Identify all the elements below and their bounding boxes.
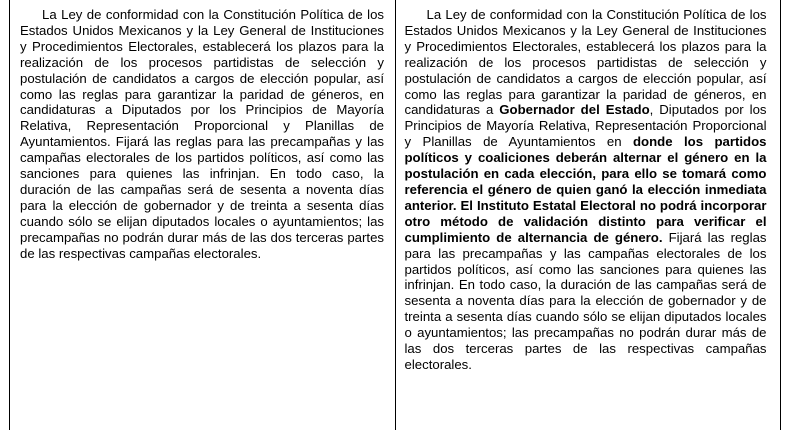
right-column-proposed-text xyxy=(396,0,781,430)
right-bold-gender-alternation: donde los partidos políticos y coaliciones deberán alternar el género en la postulación en cada elección, para ello se tomará como referencia el género de quien ganó la elección inmediata anterior. El Instituto Estatal Electoral no podrá incorporar otro método de validación distinto para verificar el cumplimiento de alternancia de género. xyxy=(404,134,767,245)
left-column-current-text xyxy=(10,0,396,430)
comparison-table xyxy=(9,0,781,430)
right-bold-governor: Gobernador del Estado xyxy=(499,102,650,118)
left-paragraph: La Ley de conformidad con la Constitución Política de los Estados Unidos Mexicanos y la Ley General de Instituciones y Procedimientos Electorales, establecerá los plazos para la realización de los procesos partidistas de selección y postulación de candidatos a cargos de elección popular, así como las reglas para garantizar la paridad de géneros, en candidaturas a Diputados por los Principios de Mayoría Relativa, Representación Proporcional y Planillas de Ayuntamientos. Fijará las reglas para las precampañas y las campañas electorales de los partidos políticos, así como las sanciones para quienes las infrinjan. En todo caso, la duración de las campañas será de sesenta a noventa días para la elección de gobernador y de treinta a sesenta días cuando sólo se elijan diputados locales o ayuntamientos; las precampañas no podrán durar más de las dos terceras partes de las respectivas campañas electorales. xyxy=(20,7,384,261)
right-text-part-3: Fijará las reglas para las precampañas y las campañas electorales de los partidos políticos, así como las sanciones para quienes las infrinjan. En todo caso, la duración de las campañas será de sesenta a noventa días para la elección de gobernador y de treinta a sesenta días cuando sólo se elijan diputados locales o ayuntamientos; las precampañas no podrán durar más de las dos terceras partes de las respectivas campañas electorales. xyxy=(404,229,767,372)
right-paragraph xyxy=(405,7,767,373)
right-text-part-2: , Diputados por los Principios de Mayoría Relativa, Representación Proporcional y Planillas de Ayuntamientos en xyxy=(404,102,767,150)
right-text-part-1: La Ley de conformidad con la Constitución Política de los Estados Unidos Mexicanos y la Ley General de Instituciones y Procedimientos Electorales, establecerá los plazos para la realización de los procesos partidistas de selección y postulación de candidatos a cargos de elección popular, así como las reglas para garantizar la paridad de géneros, en candidaturas a xyxy=(404,7,767,118)
